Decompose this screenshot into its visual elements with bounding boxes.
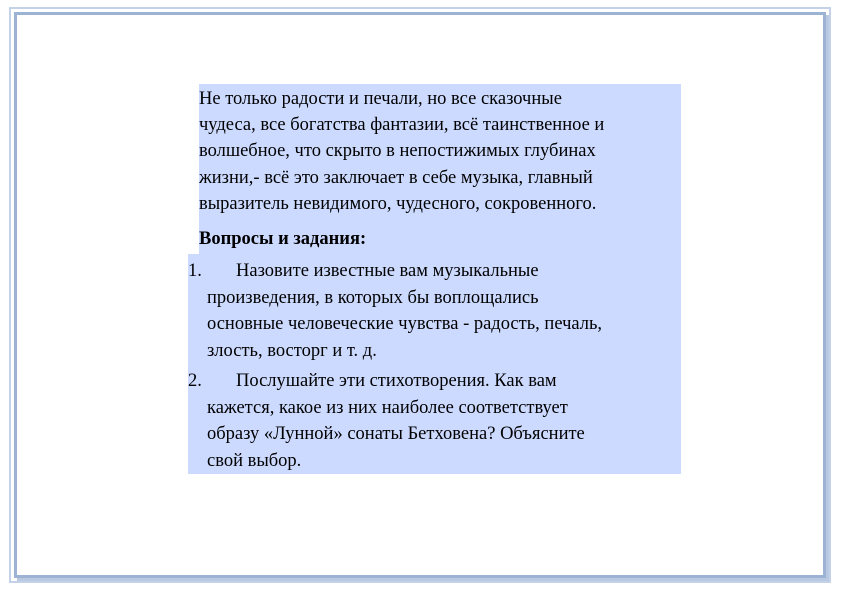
- list-line: Послушайте эти стихотворения. Как вам: [236, 371, 557, 391]
- paragraph-line: чудеса, все богатства фантазии, всё таинственное и: [199, 115, 605, 136]
- list-line: Назовите известные вам музыкальные: [236, 261, 539, 281]
- list-line: свой выбор.: [207, 450, 302, 471]
- paragraph-line: выразитель невидимого, чудесного, сокровенного.: [199, 193, 597, 214]
- list-line: основные человеческие чувства - радость, печаль,: [207, 314, 603, 334]
- list-item-1: [188, 258, 681, 364]
- list-line: образу «Лунной» сонаты Бетховена? Объясните: [207, 424, 585, 444]
- list-number: 1.: [188, 261, 202, 281]
- list-number: 2.: [188, 371, 202, 391]
- list-line: кажется, какое из них наиболее соответствует: [207, 397, 568, 418]
- paragraph-line: жизни,- всё это заключает в себе музыка, главный: [199, 167, 593, 188]
- list-line: злость, восторг и т. д.: [207, 340, 377, 361]
- list-item-2: [188, 368, 681, 474]
- paragraph-line: Не только радости и печали, но все сказочные: [199, 89, 562, 109]
- intro-paragraph: [199, 86, 681, 217]
- questions-heading: Вопросы и задания:: [199, 229, 367, 249]
- paragraph-line: волшебное, что скрыто в непостижимых глубинах: [199, 141, 596, 162]
- list-line: произведения, в которых бы воплощались: [207, 287, 539, 308]
